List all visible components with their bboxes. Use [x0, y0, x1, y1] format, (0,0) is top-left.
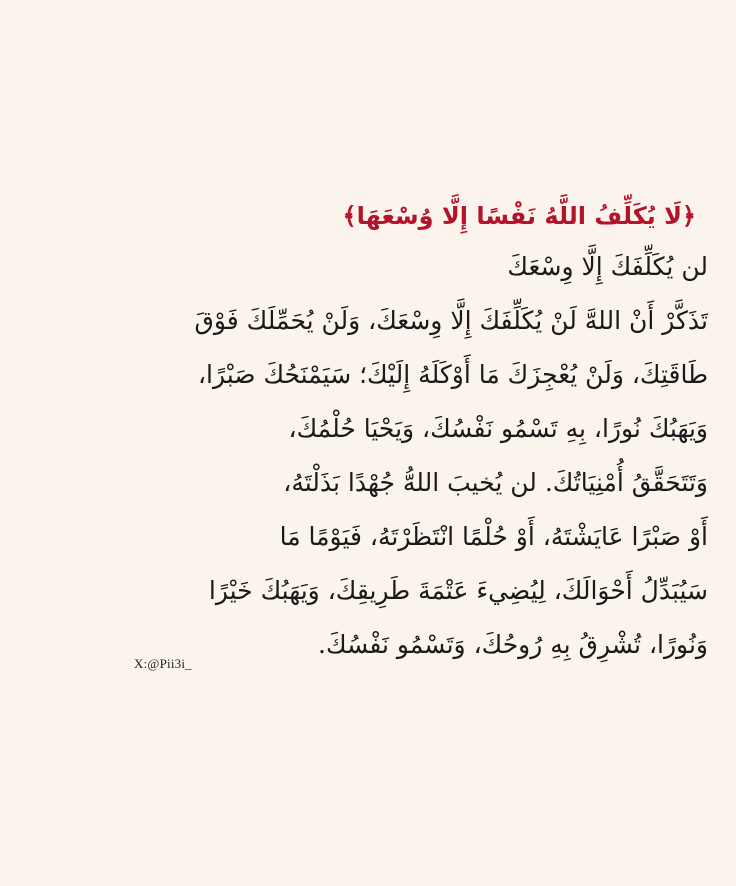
- text-line: وَتَتَحَقَّقُ أُمْنِيَاتُكَ. لن يُخيبَ اللهُّ جُهْدًا بَذَلْتَهُ،: [283, 468, 708, 497]
- text-line: لن يُكَلِّفَكَ إِلَّا وِسْعَكَ: [507, 252, 708, 281]
- text-line: طَاقَتِكَ، وَلَنْ يُعْجِزَكَ مَا أَوْكَلَهُ إِلَيْكَ؛ سَيَمْنَحُكَ صَبْرًا،: [197, 360, 708, 389]
- text-line: تَذَكَّرْ أَنْ اللهَّ لَنْ يُكَلِّفَكَ إِلَّا وِسْعَكَ، وَلَنْ يُحَمِّلَكَ فَوْقَ: [194, 306, 708, 335]
- reflection-text: [18, 240, 708, 672]
- quran-verse-heading: ﴿لَا يُكَلِّفُ اللَّهُ نَفْسًا إِلَّا وُسْعَهَا﴾: [342, 202, 696, 230]
- author-handle: X:@Pii3i_: [134, 656, 192, 671]
- text-line: وَيَهَبُكَ نُورًا، بِهِ تَسْمُو نَفْسُكَ، وَيَحْيَا حُلْمُكَ،: [288, 414, 708, 443]
- text-line: أَوْ صَبْرًا عَايَشْتَهُ، أَوْ حُلْمًا انْتَظَرْتَهُ، فَيَوْمًا مَا: [279, 522, 708, 551]
- text-line: سَيُبَدِّلُ أَحْوَالَكَ، لِيُضِيءَ عَتْمَةَ طَرِيقِكَ، وَيَهَبُكَ خَيْرًا: [208, 576, 708, 605]
- text-line: وَنُورًا، تُشْرِقُ بِهِ رُوحُكَ، وَتَسْمُو نَفْسُكَ.: [318, 630, 708, 659]
